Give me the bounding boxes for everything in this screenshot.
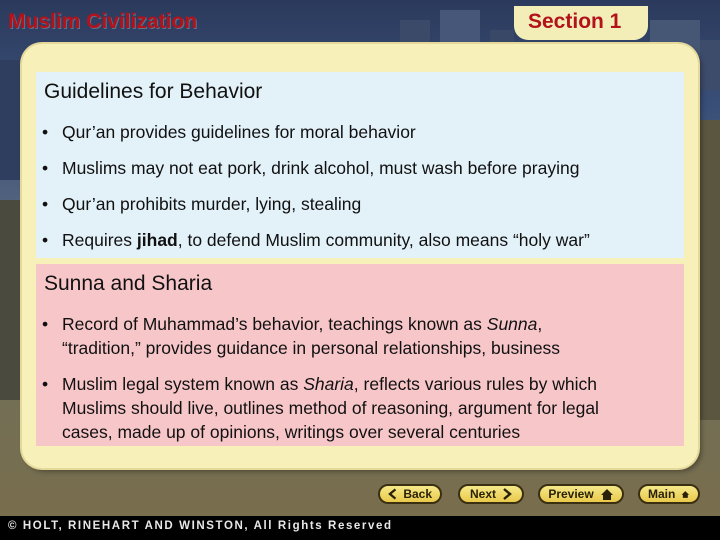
bullet-text	[62, 372, 682, 444]
bullet-dot: •	[42, 374, 49, 394]
sharia-post: , reflects various rules by which	[353, 374, 597, 394]
sunna-line2: “tradition,” provides guidance in personal relationships, business	[62, 338, 561, 358]
bullet-text: Muslims may not eat pork, drink alcohol, must wash before praying	[62, 158, 580, 178]
course-title: Muslim Civilization	[8, 10, 198, 33]
home-icon	[600, 488, 614, 501]
home-icon	[681, 488, 690, 501]
bullet-dot: •	[42, 314, 49, 334]
guidelines-heading: Guidelines for Behavior	[44, 80, 263, 103]
sharia-line3: cases, made up of opinions, writings over several centuries	[62, 422, 521, 442]
preview-label: Preview	[548, 487, 594, 501]
jihad-pre: Requires	[62, 230, 137, 250]
bullet-dot: •	[42, 194, 49, 214]
bullet-text: Qur’an prohibits murder, lying, stealing	[62, 194, 362, 214]
jihad-term: jihad	[136, 230, 178, 250]
bullet-dot: •	[42, 122, 49, 142]
next-label: Next	[469, 487, 496, 501]
bullet-dot: •	[42, 230, 49, 250]
preview-button[interactable]	[538, 484, 624, 504]
sunna-sharia-heading: Sunna and Sharia	[44, 272, 213, 295]
main-button[interactable]	[638, 484, 700, 504]
sunna-post: ,	[537, 314, 543, 334]
footer-bar	[0, 516, 720, 540]
sunna-term: Sunna	[486, 314, 538, 334]
bullet-text: Qur’an provides guidelines for moral behavior	[62, 122, 416, 142]
sunna-sharia-box	[36, 264, 684, 446]
back-label: Back	[403, 487, 432, 501]
section-label: Section 1	[528, 10, 622, 33]
sharia-line2: Muslims should live, outlines method of reasoning, argument for legal	[62, 398, 599, 418]
bullet-text	[62, 312, 682, 360]
sunna-pre: Record of Muhammad’s behavior, teachings known as	[62, 314, 487, 334]
main-label: Main	[648, 487, 676, 501]
sharia-pre: Muslim legal system known as	[62, 374, 304, 394]
guidelines-box	[36, 72, 684, 258]
chevron-right-icon	[502, 488, 512, 500]
sharia-term: Sharia	[303, 374, 354, 394]
bullet-dot: •	[42, 158, 49, 178]
chevron-left-icon	[388, 488, 397, 500]
jihad-post: , to defend Muslim community, also means “holy war”	[177, 230, 590, 250]
back-button[interactable]	[378, 484, 442, 504]
bullet-text	[62, 228, 682, 252]
copyright-text: © HOLT, RINEHART AND WINSTON, All Rights Reserved	[8, 520, 393, 532]
next-button[interactable]	[458, 484, 524, 504]
